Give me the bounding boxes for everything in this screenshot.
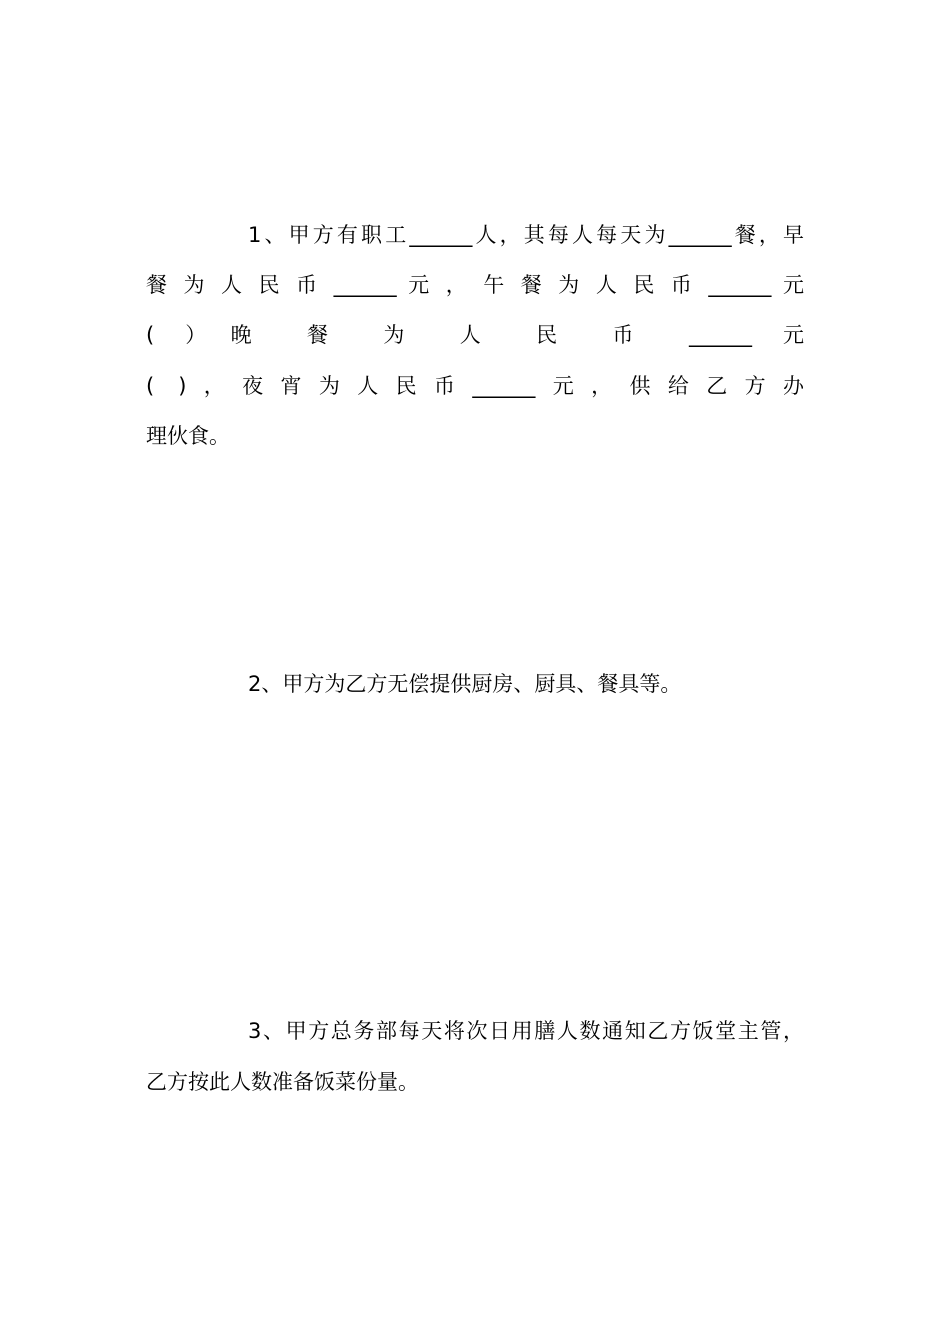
clause-1-line-2: 餐 为 人 民 币 ______ 元 ， 午 餐 为 人 民 币 ______ 元 bbox=[146, 273, 804, 297]
clause-3-line-2: 乙方按此人数准备饭菜份量。 bbox=[146, 1070, 419, 1094]
clause-2-line-1: 2、甲方为乙方无偿提供厨房、厨具、餐具等。 bbox=[248, 672, 682, 696]
clause-1-line-5: 理伙食。 bbox=[146, 424, 230, 448]
clause-3-line-1: 3、甲方总务部每天将次日用膳人数通知乙方饭堂主管， bbox=[248, 1019, 804, 1043]
clause-1-line-3: ( ）晚 餐 为 人 民 币 ______ 元 bbox=[146, 323, 804, 347]
clause-1-line-1: 1、甲方有职工______人，其每人每天为______餐，早 bbox=[248, 223, 804, 247]
clause-1-line-4: ( )，夜宵为人民币______元，供给乙方办 bbox=[146, 374, 804, 398]
